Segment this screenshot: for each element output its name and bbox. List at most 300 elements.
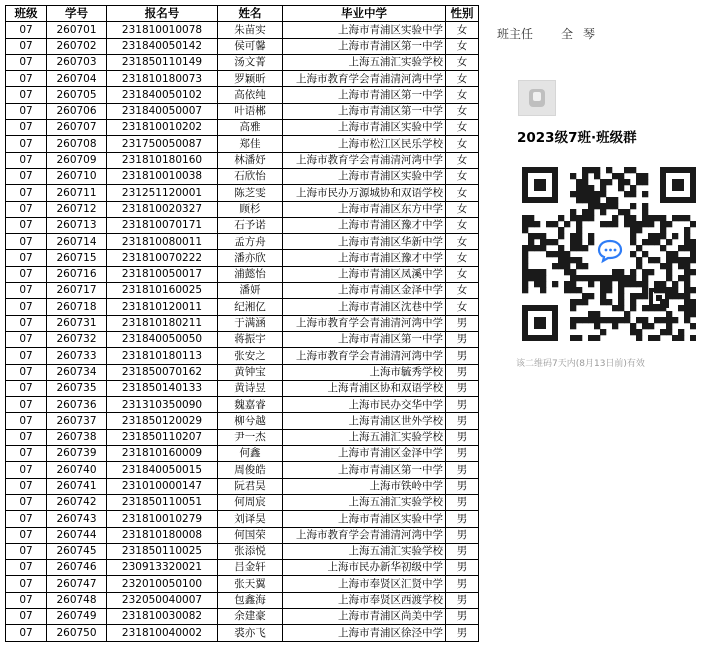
table-row	[6, 250, 479, 266]
middle-school-cell	[283, 331, 446, 347]
registration-no-cell: 231810020327	[107, 201, 218, 217]
table-row	[6, 185, 479, 201]
gender-cell: 女	[446, 87, 479, 103]
table-row	[6, 38, 479, 54]
registration-no-cell: 231310350090	[107, 397, 218, 413]
name-cell: 黄钟宝	[218, 364, 283, 380]
registration-no-cell: 231850110149	[107, 54, 218, 70]
middle-school-cell	[283, 446, 446, 462]
middle-school-text: 上海市青浦区金泽中学	[338, 447, 443, 460]
table-row	[6, 234, 479, 250]
middle-school-cell	[283, 168, 446, 184]
student-id-cell: 260737	[47, 413, 107, 429]
header-class: 班级	[6, 6, 47, 22]
header-name: 姓名	[218, 6, 283, 22]
registration-no-cell: 231810010279	[107, 511, 218, 527]
gender-cell: 男	[446, 543, 479, 559]
name-cell: 张安之	[218, 348, 283, 364]
name-cell: 潘妍	[218, 283, 283, 299]
registration-no-cell: 231810050017	[107, 266, 218, 282]
middle-school-text: 上海市青浦区沈巷中学	[338, 300, 443, 313]
student-id-cell: 260747	[47, 576, 107, 592]
registration-no-cell: 231810010038	[107, 168, 218, 184]
table-row	[6, 592, 479, 608]
name-cell: 何国荣	[218, 527, 283, 543]
middle-school-text: 上海市青浦区东方中学	[338, 202, 443, 215]
head-teacher	[497, 25, 605, 42]
middle-school-text: 上海市民办交华中学	[348, 398, 443, 411]
middle-school-cell	[283, 185, 446, 201]
middle-school-cell	[283, 266, 446, 282]
name-cell: 潘亦欣	[218, 250, 283, 266]
student-id-cell: 260734	[47, 364, 107, 380]
name-cell: 阮君昊	[218, 478, 283, 494]
middle-school-cell	[283, 38, 446, 54]
table-row	[6, 543, 479, 559]
class-cell: 07	[6, 168, 47, 184]
middle-school-cell	[283, 478, 446, 494]
class-cell: 07	[6, 136, 47, 152]
name-cell: 顾杉	[218, 201, 283, 217]
gender-cell: 男	[446, 364, 479, 380]
gender-cell: 女	[446, 217, 479, 233]
student-id-cell: 260713	[47, 217, 107, 233]
group-avatar-icon	[518, 80, 556, 116]
class-cell: 07	[6, 54, 47, 70]
registration-no-cell: 231810160025	[107, 283, 218, 299]
gender-cell: 男	[446, 446, 479, 462]
middle-school-text: 上海市青浦区金泽中学	[338, 284, 443, 297]
student-id-cell: 260715	[47, 250, 107, 266]
middle-school-cell	[283, 152, 446, 168]
middle-school-text: 上海市奉贤区汇贤中学	[338, 577, 443, 590]
table-row	[6, 54, 479, 70]
registration-no-cell: 231850070162	[107, 364, 218, 380]
student-id-cell: 260732	[47, 331, 107, 347]
gender-cell: 女	[446, 120, 479, 136]
name-cell: 黄诗昱	[218, 380, 283, 396]
class-cell: 07	[6, 120, 47, 136]
middle-school-text: 上海五浦汇实验学校	[348, 56, 443, 69]
table-row	[6, 560, 479, 576]
middle-school-text: 上海市民办新华初级中学	[327, 561, 443, 574]
middle-school-cell	[283, 462, 446, 478]
gender-cell: 男	[446, 560, 479, 576]
student-id-cell: 260740	[47, 462, 107, 478]
class-cell: 07	[6, 429, 47, 445]
class-cell: 07	[6, 380, 47, 396]
middle-school-text: 上海市教育学会青浦清河湾中学	[296, 349, 443, 362]
registration-no-cell: 231750050087	[107, 136, 218, 152]
middle-school-text: 上海青浦区协和双语学校	[327, 382, 443, 395]
registration-no-cell: 231810180113	[107, 348, 218, 364]
class-cell: 07	[6, 608, 47, 624]
registration-no-cell: 230913320021	[107, 560, 218, 576]
gender-cell: 男	[446, 348, 479, 364]
table-row	[6, 120, 479, 136]
student-id-cell: 260702	[47, 38, 107, 54]
table-row	[6, 266, 479, 282]
registration-no-cell: 231810120011	[107, 299, 218, 315]
student-id-cell: 260739	[47, 446, 107, 462]
middle-school-text: 上海市青浦区实验中学	[338, 121, 443, 134]
class-cell: 07	[6, 315, 47, 331]
name-cell: 周俊皓	[218, 462, 283, 478]
class-cell: 07	[6, 331, 47, 347]
table-row	[6, 152, 479, 168]
middle-school-cell	[283, 299, 446, 315]
qr-expiry-note: 该二维码7天内(8月13日前)有效	[516, 359, 645, 369]
registration-no-cell: 231810070222	[107, 250, 218, 266]
head-teacher-label: 班主任	[497, 27, 534, 41]
name-cell: 孟方舟	[218, 234, 283, 250]
class-cell: 07	[6, 201, 47, 217]
table-row	[6, 217, 479, 233]
middle-school-text: 上海市铁岭中学	[369, 480, 443, 492]
table-row	[6, 608, 479, 624]
table-row	[6, 511, 479, 527]
middle-school-cell	[283, 543, 446, 559]
student-id-cell: 260707	[47, 120, 107, 136]
gender-cell: 男	[446, 527, 479, 543]
student-id-cell: 260742	[47, 494, 107, 510]
middle-school-text: 上海市教育学会青浦清河湾中学	[296, 154, 443, 167]
class-cell: 07	[6, 446, 47, 462]
table-row	[6, 413, 479, 429]
name-cell: 魏嘉睿	[218, 397, 283, 413]
middle-school-text: 上海市青浦区第一中学	[338, 105, 443, 118]
gender-cell: 女	[446, 234, 479, 250]
table-row	[6, 87, 479, 103]
middle-school-cell	[283, 608, 446, 624]
header-row	[6, 6, 479, 22]
middle-school-text: 上海青浦区世外学校	[348, 414, 443, 427]
gender-cell: 男	[446, 380, 479, 396]
name-cell: 张添悦	[218, 543, 283, 559]
registration-no-cell: 231251120001	[107, 185, 218, 201]
table-row	[6, 22, 479, 38]
student-id-cell: 260714	[47, 234, 107, 250]
gender-cell: 男	[446, 608, 479, 624]
class-cell: 07	[6, 413, 47, 429]
registration-no-cell: 231810080011	[107, 234, 218, 250]
class-cell: 07	[6, 22, 47, 38]
name-cell: 朱苗实	[218, 22, 283, 38]
name-cell: 吕金轩	[218, 560, 283, 576]
registration-no-cell: 231840050142	[107, 38, 218, 54]
gender-cell: 女	[446, 152, 479, 168]
class-cell: 07	[6, 543, 47, 559]
class-cell: 07	[6, 348, 47, 364]
class-cell: 07	[6, 266, 47, 282]
middle-school-cell	[283, 22, 446, 38]
middle-school-cell	[283, 234, 446, 250]
student-id-cell: 260716	[47, 266, 107, 282]
middle-school-cell	[283, 494, 446, 510]
student-id-cell: 260735	[47, 380, 107, 396]
table-row	[6, 527, 479, 543]
table-row	[6, 71, 479, 87]
middle-school-text: 上海市青浦区尚美中学	[338, 610, 443, 623]
gender-cell: 男	[446, 511, 479, 527]
middle-school-cell	[283, 54, 446, 70]
student-id-cell: 260708	[47, 136, 107, 152]
class-cell: 07	[6, 625, 47, 641]
middle-school-cell	[283, 71, 446, 87]
header-gender: 性别	[446, 6, 479, 22]
middle-school-text: 上海五浦汇实验学校	[348, 431, 443, 444]
name-cell: 于满涵	[218, 315, 283, 331]
student-id-cell: 260748	[47, 592, 107, 608]
registration-no-cell: 231840050050	[107, 331, 218, 347]
gender-cell: 女	[446, 71, 479, 87]
class-cell: 07	[6, 87, 47, 103]
middle-school-cell	[283, 560, 446, 576]
name-cell: 刘译昊	[218, 511, 283, 527]
gender-cell: 男	[446, 413, 479, 429]
name-cell: 罗颖昕	[218, 71, 283, 87]
name-cell: 柳兮越	[218, 413, 283, 429]
gender-cell: 女	[446, 168, 479, 184]
gender-cell: 男	[446, 625, 479, 641]
name-cell: 高雅	[218, 120, 283, 136]
middle-school-cell	[283, 576, 446, 592]
registration-no-cell: 231010000147	[107, 478, 218, 494]
gender-cell: 男	[446, 462, 479, 478]
student-id-cell: 260706	[47, 103, 107, 119]
class-cell: 07	[6, 299, 47, 315]
name-cell: 陈芝雯	[218, 185, 283, 201]
table-row	[6, 201, 479, 217]
name-cell: 侯可馨	[218, 38, 283, 54]
student-id-cell: 260718	[47, 299, 107, 315]
middle-school-cell	[283, 87, 446, 103]
gender-cell: 男	[446, 429, 479, 445]
middle-school-cell	[283, 201, 446, 217]
name-cell: 张天翼	[218, 576, 283, 592]
student-id-cell: 260717	[47, 283, 107, 299]
middle-school-text: 上海市青浦区豫才中学	[338, 219, 443, 232]
student-id-cell: 260703	[47, 54, 107, 70]
class-cell: 07	[6, 71, 47, 87]
gender-cell: 女	[446, 283, 479, 299]
class-cell: 07	[6, 478, 47, 494]
gender-cell: 女	[446, 103, 479, 119]
middle-school-text: 上海五浦汇实验学校	[348, 496, 443, 509]
class-cell: 07	[6, 283, 47, 299]
middle-school-text: 上海市教育学会青浦清河湾中学	[296, 317, 443, 330]
header-registration-no: 报名号	[107, 6, 218, 22]
name-cell: 何鑫	[218, 446, 283, 462]
class-cell: 07	[6, 592, 47, 608]
gender-cell: 男	[446, 592, 479, 608]
name-cell: 石予诺	[218, 217, 283, 233]
middle-school-cell	[283, 592, 446, 608]
table-row	[6, 103, 479, 119]
name-cell: 林潘妤	[218, 152, 283, 168]
middle-school-text: 上海市青浦区第一中学	[338, 333, 443, 346]
middle-school-text: 上海市青浦区实验中学	[338, 512, 443, 525]
table-row	[6, 136, 479, 152]
roster-body	[6, 22, 479, 641]
registration-no-cell: 231810010078	[107, 22, 218, 38]
middle-school-cell	[283, 511, 446, 527]
registration-no-cell: 231810070171	[107, 217, 218, 233]
student-id-cell: 260712	[47, 201, 107, 217]
student-id-cell: 260741	[47, 478, 107, 494]
gender-cell: 女	[446, 38, 479, 54]
registration-no-cell: 231810030082	[107, 608, 218, 624]
class-cell: 07	[6, 576, 47, 592]
registration-no-cell: 231850140133	[107, 380, 218, 396]
middle-school-text: 上海市青浦区第一中学	[338, 39, 443, 52]
registration-no-cell: 231840050007	[107, 103, 218, 119]
head-teacher-name: 全琴	[561, 27, 606, 41]
group-title: 2023级7班·班级群	[517, 130, 637, 146]
table-row	[6, 576, 479, 592]
class-cell: 07	[6, 250, 47, 266]
middle-school-cell	[283, 348, 446, 364]
registration-no-cell: 231840050015	[107, 462, 218, 478]
table-row	[6, 348, 479, 364]
gender-cell: 女	[446, 136, 479, 152]
class-cell: 07	[6, 397, 47, 413]
qr-code-icon[interactable]	[522, 167, 696, 341]
class-cell: 07	[6, 511, 47, 527]
registration-no-cell: 231850120029	[107, 413, 218, 429]
table-row	[6, 283, 479, 299]
student-id-cell: 260710	[47, 168, 107, 184]
middle-school-cell	[283, 527, 446, 543]
table-row	[6, 331, 479, 347]
registration-no-cell: 232050040007	[107, 592, 218, 608]
middle-school-cell	[283, 429, 446, 445]
middle-school-text: 上海市青浦区徐泾中学	[338, 626, 443, 639]
table-row	[6, 462, 479, 478]
registration-no-cell: 231810180008	[107, 527, 218, 543]
name-cell: 浦懿怡	[218, 266, 283, 282]
middle-school-cell	[283, 397, 446, 413]
student-id-cell: 260749	[47, 608, 107, 624]
middle-school-cell	[283, 120, 446, 136]
middle-school-text: 上海市青浦区华新中学	[338, 235, 443, 248]
gender-cell: 男	[446, 576, 479, 592]
name-cell: 尹一杰	[218, 429, 283, 445]
class-cell: 07	[6, 103, 47, 119]
registration-no-cell: 231810180073	[107, 71, 218, 87]
name-cell: 蒋振宇	[218, 331, 283, 347]
name-cell: 石欣怡	[218, 168, 283, 184]
registration-no-cell: 231850110051	[107, 494, 218, 510]
middle-school-text: 上海五浦汇实验学校	[348, 545, 443, 558]
middle-school-cell	[283, 625, 446, 641]
student-id-cell: 260731	[47, 315, 107, 331]
class-cell: 07	[6, 494, 47, 510]
class-cell: 07	[6, 462, 47, 478]
table-row	[6, 494, 479, 510]
class-cell: 07	[6, 527, 47, 543]
middle-school-text: 上海市青浦区实验中学	[338, 23, 443, 36]
middle-school-text: 上海市民办万源城协和双语学校	[296, 186, 443, 199]
student-id-cell: 260701	[47, 22, 107, 38]
student-id-cell: 260704	[47, 71, 107, 87]
middle-school-text: 上海市教育学会青浦清河湾中学	[296, 528, 443, 541]
middle-school-cell	[283, 136, 446, 152]
class-cell: 07	[6, 217, 47, 233]
table-row	[6, 299, 479, 315]
name-cell: 何周宸	[218, 494, 283, 510]
middle-school-text: 上海市青浦区凤溪中学	[338, 268, 443, 281]
gender-cell: 男	[446, 494, 479, 510]
middle-school-cell	[283, 217, 446, 233]
gender-cell: 女	[446, 266, 479, 282]
student-id-cell: 260743	[47, 511, 107, 527]
middle-school-text: 上海市青浦区第一中学	[338, 463, 443, 476]
class-cell: 07	[6, 38, 47, 54]
middle-school-cell	[283, 364, 446, 380]
student-id-cell: 260733	[47, 348, 107, 364]
name-cell: 包鑫海	[218, 592, 283, 608]
middle-school-text: 上海市毓秀学校	[369, 365, 443, 378]
name-cell: 纪湘亿	[218, 299, 283, 315]
student-id-cell: 260709	[47, 152, 107, 168]
student-id-cell: 260705	[47, 87, 107, 103]
registration-no-cell: 231810010202	[107, 120, 218, 136]
table-row	[6, 446, 479, 462]
name-cell: 叶语郴	[218, 103, 283, 119]
class-cell: 07	[6, 364, 47, 380]
middle-school-cell	[283, 283, 446, 299]
wechat-chat-icon	[596, 237, 624, 263]
table-row	[6, 429, 479, 445]
student-id-cell: 260738	[47, 429, 107, 445]
table-row	[6, 397, 479, 413]
middle-school-text: 上海市青浦区豫才中学	[338, 251, 443, 264]
gender-cell: 女	[446, 22, 479, 38]
gender-cell: 女	[446, 185, 479, 201]
gender-cell: 男	[446, 478, 479, 494]
name-cell: 汤文菁	[218, 54, 283, 70]
registration-no-cell: 231810180211	[107, 315, 218, 331]
gender-cell: 男	[446, 315, 479, 331]
middle-school-cell	[283, 315, 446, 331]
middle-school-text: 上海市奉贤区西渡学校	[338, 594, 443, 607]
class-cell: 07	[6, 185, 47, 201]
gender-cell: 女	[446, 250, 479, 266]
registration-no-cell: 231810180160	[107, 152, 218, 168]
student-id-cell: 260736	[47, 397, 107, 413]
roster-header	[6, 6, 479, 22]
middle-school-cell	[283, 250, 446, 266]
class-roster-table	[5, 5, 479, 642]
class-cell: 07	[6, 234, 47, 250]
gender-cell: 男	[446, 397, 479, 413]
table-row	[6, 364, 479, 380]
middle-school-cell	[283, 103, 446, 119]
registration-no-cell: 231840050102	[107, 87, 218, 103]
registration-no-cell: 231810040002	[107, 625, 218, 641]
middle-school-text: 上海市青浦区第一中学	[338, 88, 443, 101]
gender-cell: 女	[446, 299, 479, 315]
name-cell: 余建豪	[218, 608, 283, 624]
name-cell: 郑佳	[218, 136, 283, 152]
table-row	[6, 478, 479, 494]
student-id-cell: 260745	[47, 543, 107, 559]
middle-school-text: 上海市教育学会青浦清河湾中学	[296, 72, 443, 85]
student-id-cell: 260746	[47, 560, 107, 576]
student-id-cell: 260711	[47, 185, 107, 201]
gender-cell: 男	[446, 331, 479, 347]
